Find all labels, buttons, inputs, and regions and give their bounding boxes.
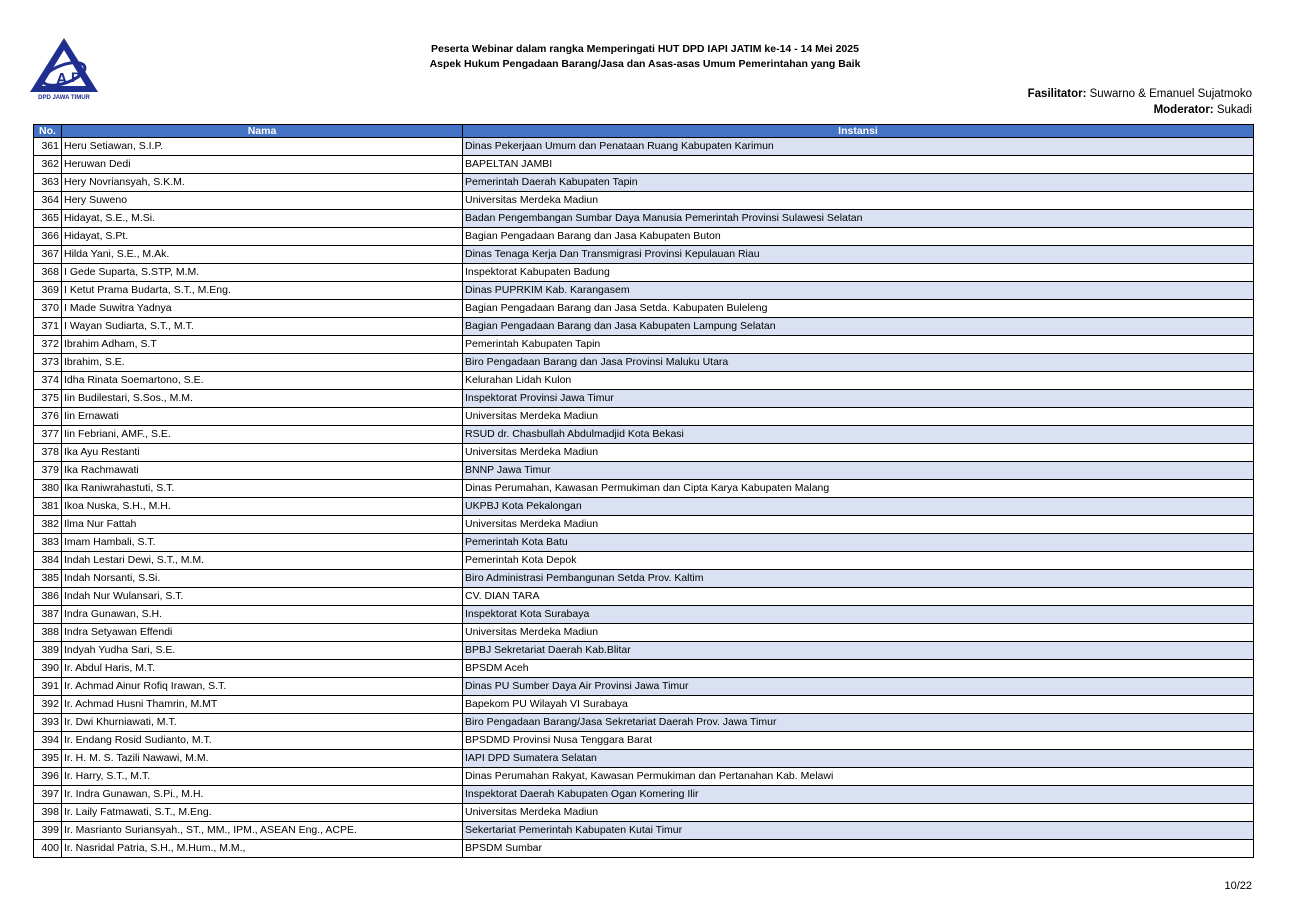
cell-no: 377 — [34, 426, 62, 444]
table-row — [34, 354, 1254, 372]
table-row — [34, 498, 1254, 516]
table-row — [34, 768, 1254, 786]
cell-nama: Ir. Nasridal Patria, S.H., M.Hum., M.M., — [62, 840, 463, 858]
cell-instansi: Kelurahan Lidah Kulon — [463, 372, 1254, 390]
table-row — [34, 822, 1254, 840]
cell-instansi: Pemerintah Kota Depok — [463, 552, 1254, 570]
cell-nama: Ir. Indra Gunawan, S.Pi., M.H. — [62, 786, 463, 804]
title-line-2: Aspek Hukum Pengadaan Barang/Jasa dan Asas-asas Umum Pemerintahan yang Baik — [429, 58, 861, 70]
cell-nama: Ika Ayu Restanti — [62, 444, 463, 462]
cell-instansi: Inspektorat Kabupaten Badung — [463, 264, 1254, 282]
table-row — [34, 840, 1254, 858]
cell-instansi: Biro Pengadaan Barang/Jasa Sekretariat Daerah Prov. Jawa Timur — [463, 714, 1254, 732]
cell-nama: Hilda Yani, S.E., M.Ak. — [62, 246, 463, 264]
table-row — [34, 372, 1254, 390]
cell-instansi: Sekertariat Pemerintah Kabupaten Kutai Timur — [463, 822, 1254, 840]
page-number: 10/22 — [1224, 880, 1252, 892]
cell-instansi: Universitas Merdeka Madiun — [463, 804, 1254, 822]
cell-instansi: Dinas Perumahan, Kawasan Permukiman dan Cipta Karya Kabupaten Malang — [463, 480, 1254, 498]
cell-instansi: Dinas Tenaga Kerja Dan Transmigrasi Provinsi Kepulauan Riau — [463, 246, 1254, 264]
cell-nama: Ir. Laily Fatmawati, S.T., M.Eng. — [62, 804, 463, 822]
table-row — [34, 264, 1254, 282]
cell-nama: Iin Ernawati — [62, 408, 463, 426]
cell-nama: Ibrahim Adham, S.T — [62, 336, 463, 354]
cell-nama: Ikoa Nuska, S.H., M.H. — [62, 498, 463, 516]
cell-instansi: CV. DIAN TARA — [463, 588, 1254, 606]
document-title — [0, 42, 1290, 72]
cell-nama: I Wayan Sudiarta, S.T., M.T. — [62, 318, 463, 336]
cell-nama: Hery Novriansyah, S.K.M. — [62, 174, 463, 192]
cell-instansi: Bagian Pengadaan Barang dan Jasa Kabupaten Lampung Selatan — [463, 318, 1254, 336]
cell-nama: Ilma Nur Fattah — [62, 516, 463, 534]
table-row — [34, 156, 1254, 174]
cell-no: 389 — [34, 642, 62, 660]
table-row — [34, 696, 1254, 714]
table-row — [34, 678, 1254, 696]
table-row — [34, 300, 1254, 318]
participant-table — [33, 124, 1254, 858]
svg-text:A: A — [56, 71, 68, 88]
cell-nama: Heru Setiawan, S.I.P. — [62, 138, 463, 156]
cell-no: 398 — [34, 804, 62, 822]
table-row — [34, 246, 1254, 264]
facilitator-block — [1028, 86, 1252, 118]
cell-no: 380 — [34, 480, 62, 498]
moderator-value: Sukadi — [1216, 104, 1252, 116]
cell-no: 372 — [34, 336, 62, 354]
cell-nama: I Made Suwitra Yadnya — [62, 300, 463, 318]
cell-no: 361 — [34, 138, 62, 156]
cell-nama: Indra Gunawan, S.H. — [62, 606, 463, 624]
cell-no: 387 — [34, 606, 62, 624]
table-row — [34, 462, 1254, 480]
cell-no: 374 — [34, 372, 62, 390]
cell-instansi: Dinas Perumahan Rakyat, Kawasan Permukiman dan Pertanahan Kab. Melawi — [463, 768, 1254, 786]
cell-no: 390 — [34, 660, 62, 678]
cell-no: 385 — [34, 570, 62, 588]
cell-no: 370 — [34, 300, 62, 318]
header-instansi: Instansi — [463, 125, 1254, 138]
cell-instansi: UKPBJ Kota Pekalongan — [463, 498, 1254, 516]
logo-caption: DPD JAWA TIMUR — [38, 95, 90, 101]
table-row — [34, 588, 1254, 606]
table-row — [34, 552, 1254, 570]
table-row — [34, 804, 1254, 822]
table-row — [34, 138, 1254, 156]
cell-instansi: Universitas Merdeka Madiun — [463, 444, 1254, 462]
table-row — [34, 318, 1254, 336]
cell-instansi: BNNP Jawa Timur — [463, 462, 1254, 480]
cell-instansi: RSUD dr. Chasbullah Abdulmadjid Kota Bekasi — [463, 426, 1254, 444]
cell-instansi: BPSDMD Provinsi Nusa Tenggara Barat — [463, 732, 1254, 750]
table-row — [34, 228, 1254, 246]
cell-no: 386 — [34, 588, 62, 606]
cell-nama: Ir. H. M. S. Tazili Nawawi, M.M. — [62, 750, 463, 768]
cell-no: 368 — [34, 264, 62, 282]
cell-instansi: Biro Administrasi Pembangunan Setda Prov. Kaltim — [463, 570, 1254, 588]
cell-no: 366 — [34, 228, 62, 246]
cell-no: 375 — [34, 390, 62, 408]
cell-instansi: Dinas Pekerjaan Umum dan Penataan Ruang Kabupaten Karimun — [463, 138, 1254, 156]
cell-instansi: Biro Pengadaan Barang dan Jasa Provinsi Maluku Utara — [463, 354, 1254, 372]
cell-instansi: BPSDM Sumbar — [463, 840, 1254, 858]
cell-no: 394 — [34, 732, 62, 750]
cell-no: 383 — [34, 534, 62, 552]
table-row — [34, 606, 1254, 624]
table-row — [34, 732, 1254, 750]
table-row — [34, 750, 1254, 768]
table-row — [34, 480, 1254, 498]
cell-instansi: Badan Pengembangan Sumbar Daya Manusia Pemerintah Provinsi Sulawesi Selatan — [463, 210, 1254, 228]
table-row — [34, 336, 1254, 354]
cell-instansi: BAPELTAN JAMBI — [463, 156, 1254, 174]
cell-instansi: Inspektorat Daerah Kabupaten Ogan Komering Ilir — [463, 786, 1254, 804]
svg-text:P: P — [71, 69, 81, 85]
cell-instansi: Pemerintah Kabupaten Tapin — [463, 336, 1254, 354]
cell-instansi: Inspektorat Kota Surabaya — [463, 606, 1254, 624]
table-row — [34, 660, 1254, 678]
cell-no: 395 — [34, 750, 62, 768]
cell-nama: Ika Rachmawati — [62, 462, 463, 480]
facilitator-label: Fasilitator: — [1027, 88, 1087, 100]
cell-instansi: Universitas Merdeka Madiun — [463, 192, 1254, 210]
cell-instansi: BPSDM Aceh — [463, 660, 1254, 678]
cell-no: 371 — [34, 318, 62, 336]
cell-instansi: Inspektorat Provinsi Jawa Timur — [463, 390, 1254, 408]
cell-instansi: Dinas PU Sumber Daya Air Provinsi Jawa Timur — [463, 678, 1254, 696]
table-row — [34, 408, 1254, 426]
cell-no: 367 — [34, 246, 62, 264]
cell-nama: Iin Febriani, AMF., S.E. — [62, 426, 463, 444]
table-row — [34, 624, 1254, 642]
cell-no: 363 — [34, 174, 62, 192]
cell-no: 392 — [34, 696, 62, 714]
header-nama: Nama — [62, 125, 463, 138]
cell-no: 396 — [34, 768, 62, 786]
cell-no: 382 — [34, 516, 62, 534]
cell-nama: Indra Setyawan Effendi — [62, 624, 463, 642]
cell-nama: Indah Nur Wulansari, S.T. — [62, 588, 463, 606]
cell-no: 388 — [34, 624, 62, 642]
cell-instansi: Bagian Pengadaan Barang dan Jasa Setda. Kabupaten Buleleng — [463, 300, 1254, 318]
cell-no: 391 — [34, 678, 62, 696]
cell-nama: Ir. Masrianto Suriansyah., ST., MM., IPM., ASEAN Eng., ACPE. — [62, 822, 463, 840]
cell-nama: Ir. Achmad Husni Thamrin, M.MT — [62, 696, 463, 714]
table-row — [34, 642, 1254, 660]
cell-nama: I Gede Suparta, S.STP, M.M. — [62, 264, 463, 282]
cell-nama: Indah Norsanti, S.Si. — [62, 570, 463, 588]
cell-no: 362 — [34, 156, 62, 174]
moderator-label: Moderator: — [1153, 104, 1214, 116]
cell-no: 393 — [34, 714, 62, 732]
cell-nama: Ir. Dwi Khurniawati, M.T. — [62, 714, 463, 732]
table-row — [34, 192, 1254, 210]
table-header-row — [34, 125, 1254, 138]
table-row — [34, 426, 1254, 444]
cell-instansi: BPBJ Sekretariat Daerah Kab.Blitar — [463, 642, 1254, 660]
table-row — [34, 786, 1254, 804]
cell-instansi: Universitas Merdeka Madiun — [463, 624, 1254, 642]
cell-no: 381 — [34, 498, 62, 516]
cell-no: 373 — [34, 354, 62, 372]
cell-nama: Ibrahim, S.E. — [62, 354, 463, 372]
table-row — [34, 516, 1254, 534]
cell-nama: Ir. Harry, S.T., M.T. — [62, 768, 463, 786]
table-row — [34, 714, 1254, 732]
table-row — [34, 174, 1254, 192]
cell-no: 376 — [34, 408, 62, 426]
cell-no: 379 — [34, 462, 62, 480]
table-row — [34, 210, 1254, 228]
cell-nama: I Ketut Prama Budarta, S.T., M.Eng. — [62, 282, 463, 300]
cell-nama: Hery Suweno — [62, 192, 463, 210]
table-row — [34, 282, 1254, 300]
title-line-1: Peserta Webinar dalam rangka Memperingati HUT DPD IAPI JATIM ke-14 - 14 Mei 2025 — [431, 43, 859, 55]
facilitator-value: Suwarno & Emanuel Sujatmoko — [1089, 88, 1252, 100]
cell-instansi: Universitas Merdeka Madiun — [463, 408, 1254, 426]
cell-nama: Idha Rinata Soemartono, S.E. — [62, 372, 463, 390]
table-row — [34, 534, 1254, 552]
table-row — [34, 570, 1254, 588]
cell-no: 369 — [34, 282, 62, 300]
cell-instansi: Pemerintah Kota Batu — [463, 534, 1254, 552]
header-no: No. — [34, 125, 62, 138]
cell-nama: Ir. Achmad Ainur Rofiq Irawan, S.T. — [62, 678, 463, 696]
cell-instansi: Bagian Pengadaan Barang dan Jasa Kabupaten Buton — [463, 228, 1254, 246]
cell-nama: Hidayat, S.Pt. — [62, 228, 463, 246]
cell-nama: Imam Hambali, S.T. — [62, 534, 463, 552]
table-row — [34, 444, 1254, 462]
cell-nama: Ika Raniwrahastuti, S.T. — [62, 480, 463, 498]
cell-no: 399 — [34, 822, 62, 840]
cell-nama: Hidayat, S.E., M.Si. — [62, 210, 463, 228]
cell-no: 384 — [34, 552, 62, 570]
cell-instansi: Bapekom PU Wilayah VI Surabaya — [463, 696, 1254, 714]
cell-no: 397 — [34, 786, 62, 804]
table-row — [34, 390, 1254, 408]
cell-nama: Indah Lestari Dewi, S.T., M.M. — [62, 552, 463, 570]
cell-no: 365 — [34, 210, 62, 228]
cell-instansi: Universitas Merdeka Madiun — [463, 516, 1254, 534]
cell-no: 378 — [34, 444, 62, 462]
cell-nama: Ir. Endang Rosid Sudianto, M.T. — [62, 732, 463, 750]
cell-instansi: IAPI DPD Sumatera Selatan — [463, 750, 1254, 768]
cell-nama: Indyah Yudha Sari, S.E. — [62, 642, 463, 660]
cell-nama: Iin Budilestari, S.Sos., M.M. — [62, 390, 463, 408]
cell-no: 364 — [34, 192, 62, 210]
cell-nama: Ir. Abdul Haris, M.T. — [62, 660, 463, 678]
cell-instansi: Dinas PUPRKIM Kab. Karangasem — [463, 282, 1254, 300]
cell-no: 400 — [34, 840, 62, 858]
cell-nama: Heruwan Dedi — [62, 156, 463, 174]
cell-instansi: Pemerintah Daerah Kabupaten Tapin — [463, 174, 1254, 192]
